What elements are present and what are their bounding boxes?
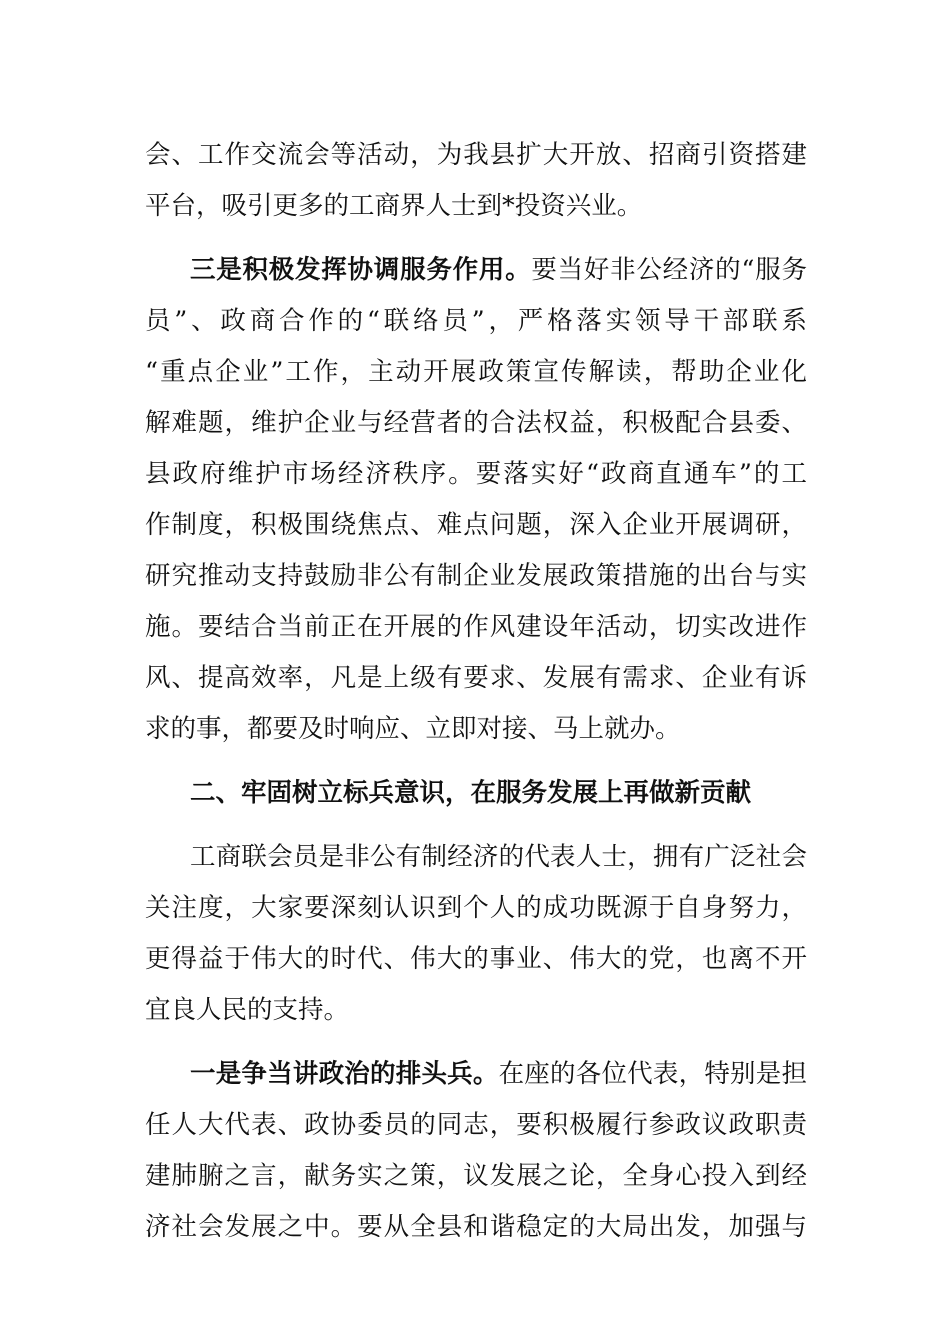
text-line: “重点企业”工作，主动开展政策宣传解读，帮助企业化	[145, 357, 807, 387]
text-line: 工商联会员是非公有制经济的代表人士，拥有广泛社会	[190, 842, 807, 872]
text-fragment: 在座的各位代表，特别是担	[498, 1059, 807, 1089]
paragraph	[145, 1049, 807, 1253]
text-line: 县政府维护市场经济秩序。要落实好“政商直通车”的工	[145, 459, 807, 489]
text-line: 平台，吸引更多的工商界人士到*投资兴业。	[145, 191, 643, 221]
text-line: 宜良人民的支持。	[145, 995, 350, 1025]
text-line: 风、提高效率，凡是上级有要求、发展有需求、企业有诉	[145, 663, 807, 693]
paragraph	[145, 832, 807, 1036]
text-line: 研究推动支持鼓励非公有制企业发展政策措施的出台与实	[145, 561, 807, 591]
document-body	[145, 130, 807, 1253]
text-line: 济社会发展之中。要从全县和谐稳定的大局出发，加强与	[145, 1212, 807, 1242]
text-line: 更得益于伟大的时代、伟大的事业、伟大的党，也离不开	[145, 944, 807, 974]
paragraph-lead: 一是争当讲政治的排头兵。	[190, 1059, 499, 1089]
heading-text: 二、牢固树立标兵意识，在服务发展上再做新贡献	[190, 778, 752, 808]
text-line	[145, 245, 807, 296]
text-fragment: 要当好非公经济的“服务	[531, 255, 807, 285]
paragraph	[145, 130, 807, 232]
section-heading	[145, 768, 807, 819]
text-line: 会、工作交流会等活动，为我县扩大开放、招商引资搭建	[145, 140, 807, 170]
text-line: 关注度，大家要深刻认识到个人的成功既源于自身努力，	[145, 893, 807, 923]
text-line: 求的事，都要及时响应、立即对接、马上就办。	[145, 714, 681, 744]
text-line: 建肺腑之言，献务实之策，议发展之论，全身心投入到经	[145, 1161, 807, 1191]
text-line: 作制度，积极围绕焦点、难点问题，深入企业开展调研，	[145, 510, 807, 540]
text-line: 任人大代表、政协委员的同志，要积极履行参政议政职责	[145, 1110, 807, 1140]
text-line: 施。要结合当前正在开展的作风建设年活动，切实改进作	[145, 612, 807, 642]
paragraph-lead: 三是积极发挥协调服务作用。	[190, 255, 532, 285]
text-line	[145, 1049, 807, 1100]
text-line: 解难题，维护企业与经营者的合法权益，积极配合县委、	[145, 408, 807, 438]
text-line: 员”、政商合作的“联络员”，严格落实领导干部联系	[145, 306, 807, 336]
paragraph	[145, 245, 807, 755]
